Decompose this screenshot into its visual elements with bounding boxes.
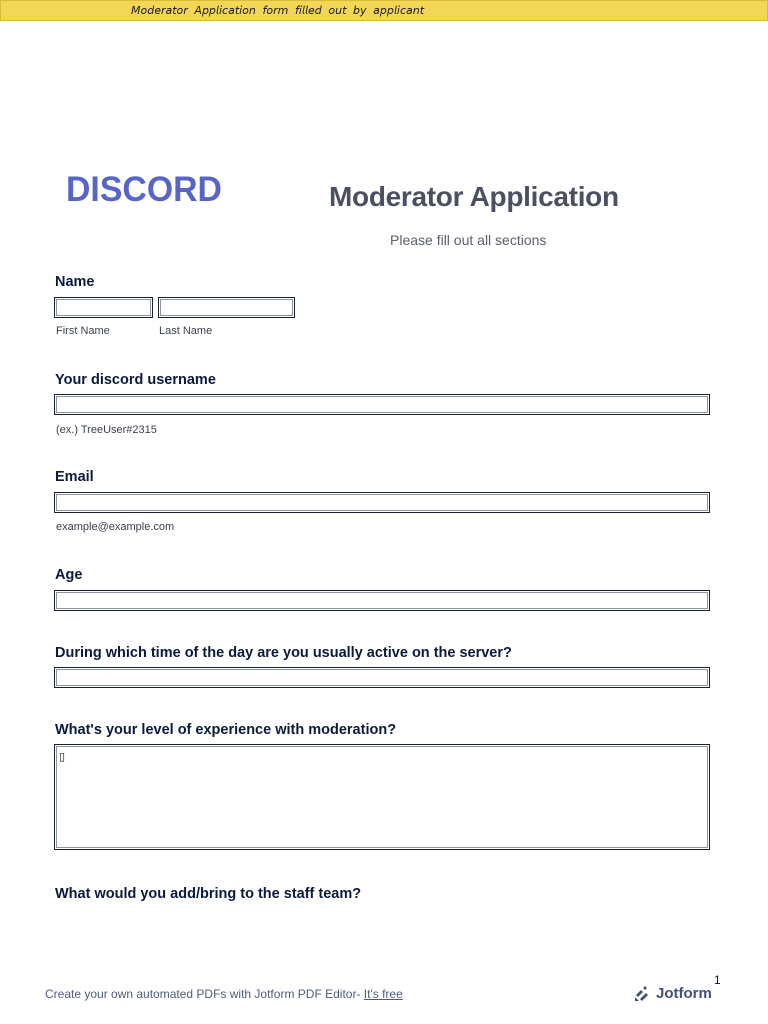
page-title: Moderator Application: [329, 181, 619, 212]
jotform-brand: [634, 985, 712, 1002]
email-label: Email: [55, 469, 94, 485]
its-free-link[interactable]: It's free: [363, 987, 403, 1001]
username-hint: (ex.) TreeUser#2315: [56, 424, 157, 436]
footer-promo-text: Create your own automated PDFs with Jotform PDF Editor-: [45, 987, 364, 1001]
email-hint: example@example.com: [56, 521, 175, 533]
age-field[interactable]: [54, 590, 710, 611]
last-name-field[interactable]: [158, 297, 295, 318]
active-time-field[interactable]: [54, 667, 710, 688]
top-banner: [0, 0, 768, 21]
experience-textarea[interactable]: [54, 744, 710, 850]
first-name-field[interactable]: [54, 297, 153, 318]
page-subtitle: Please fill out all sections: [390, 232, 547, 248]
jotform-logo-icon: [634, 986, 650, 1002]
contribution-label: What would you add/bring to the staff team?: [55, 886, 362, 902]
text-cursor-icon: ▯: [59, 750, 66, 763]
name-label: Name: [55, 274, 95, 290]
first-name-sublabel: First Name: [56, 325, 110, 337]
banner-text: 𝘔𝘰𝘥𝘦𝘳𝘢𝘵𝘰𝘳 𝘈𝘱𝘱𝘭𝘪𝘤𝘢𝘵𝘪𝘰𝘯 𝘧𝘰𝘳𝘮 𝘧𝘪𝘭𝘭𝘦𝘥 𝘰𝘶𝘵 𝘣𝘺 𝘢𝘱𝘱𝘭𝘪𝘤𝘢𝘯𝘵: [131, 4, 425, 17]
jotform-wordmark: Jotform: [656, 985, 712, 1002]
active-time-label: During which time of the day are you usually active on the server?: [55, 645, 512, 661]
email-field[interactable]: [54, 492, 710, 513]
svg-text:DISCORD: DISCORD: [66, 170, 222, 206]
discord-logo: [66, 170, 222, 206]
page-number: 1: [714, 973, 721, 987]
footer-promo: [45, 987, 403, 1001]
experience-label: What's your level of experience with moderation?: [55, 722, 397, 738]
last-name-sublabel: Last Name: [159, 325, 213, 337]
username-label: Your discord username: [55, 372, 216, 388]
age-label: Age: [55, 567, 83, 583]
username-field[interactable]: [54, 394, 710, 415]
